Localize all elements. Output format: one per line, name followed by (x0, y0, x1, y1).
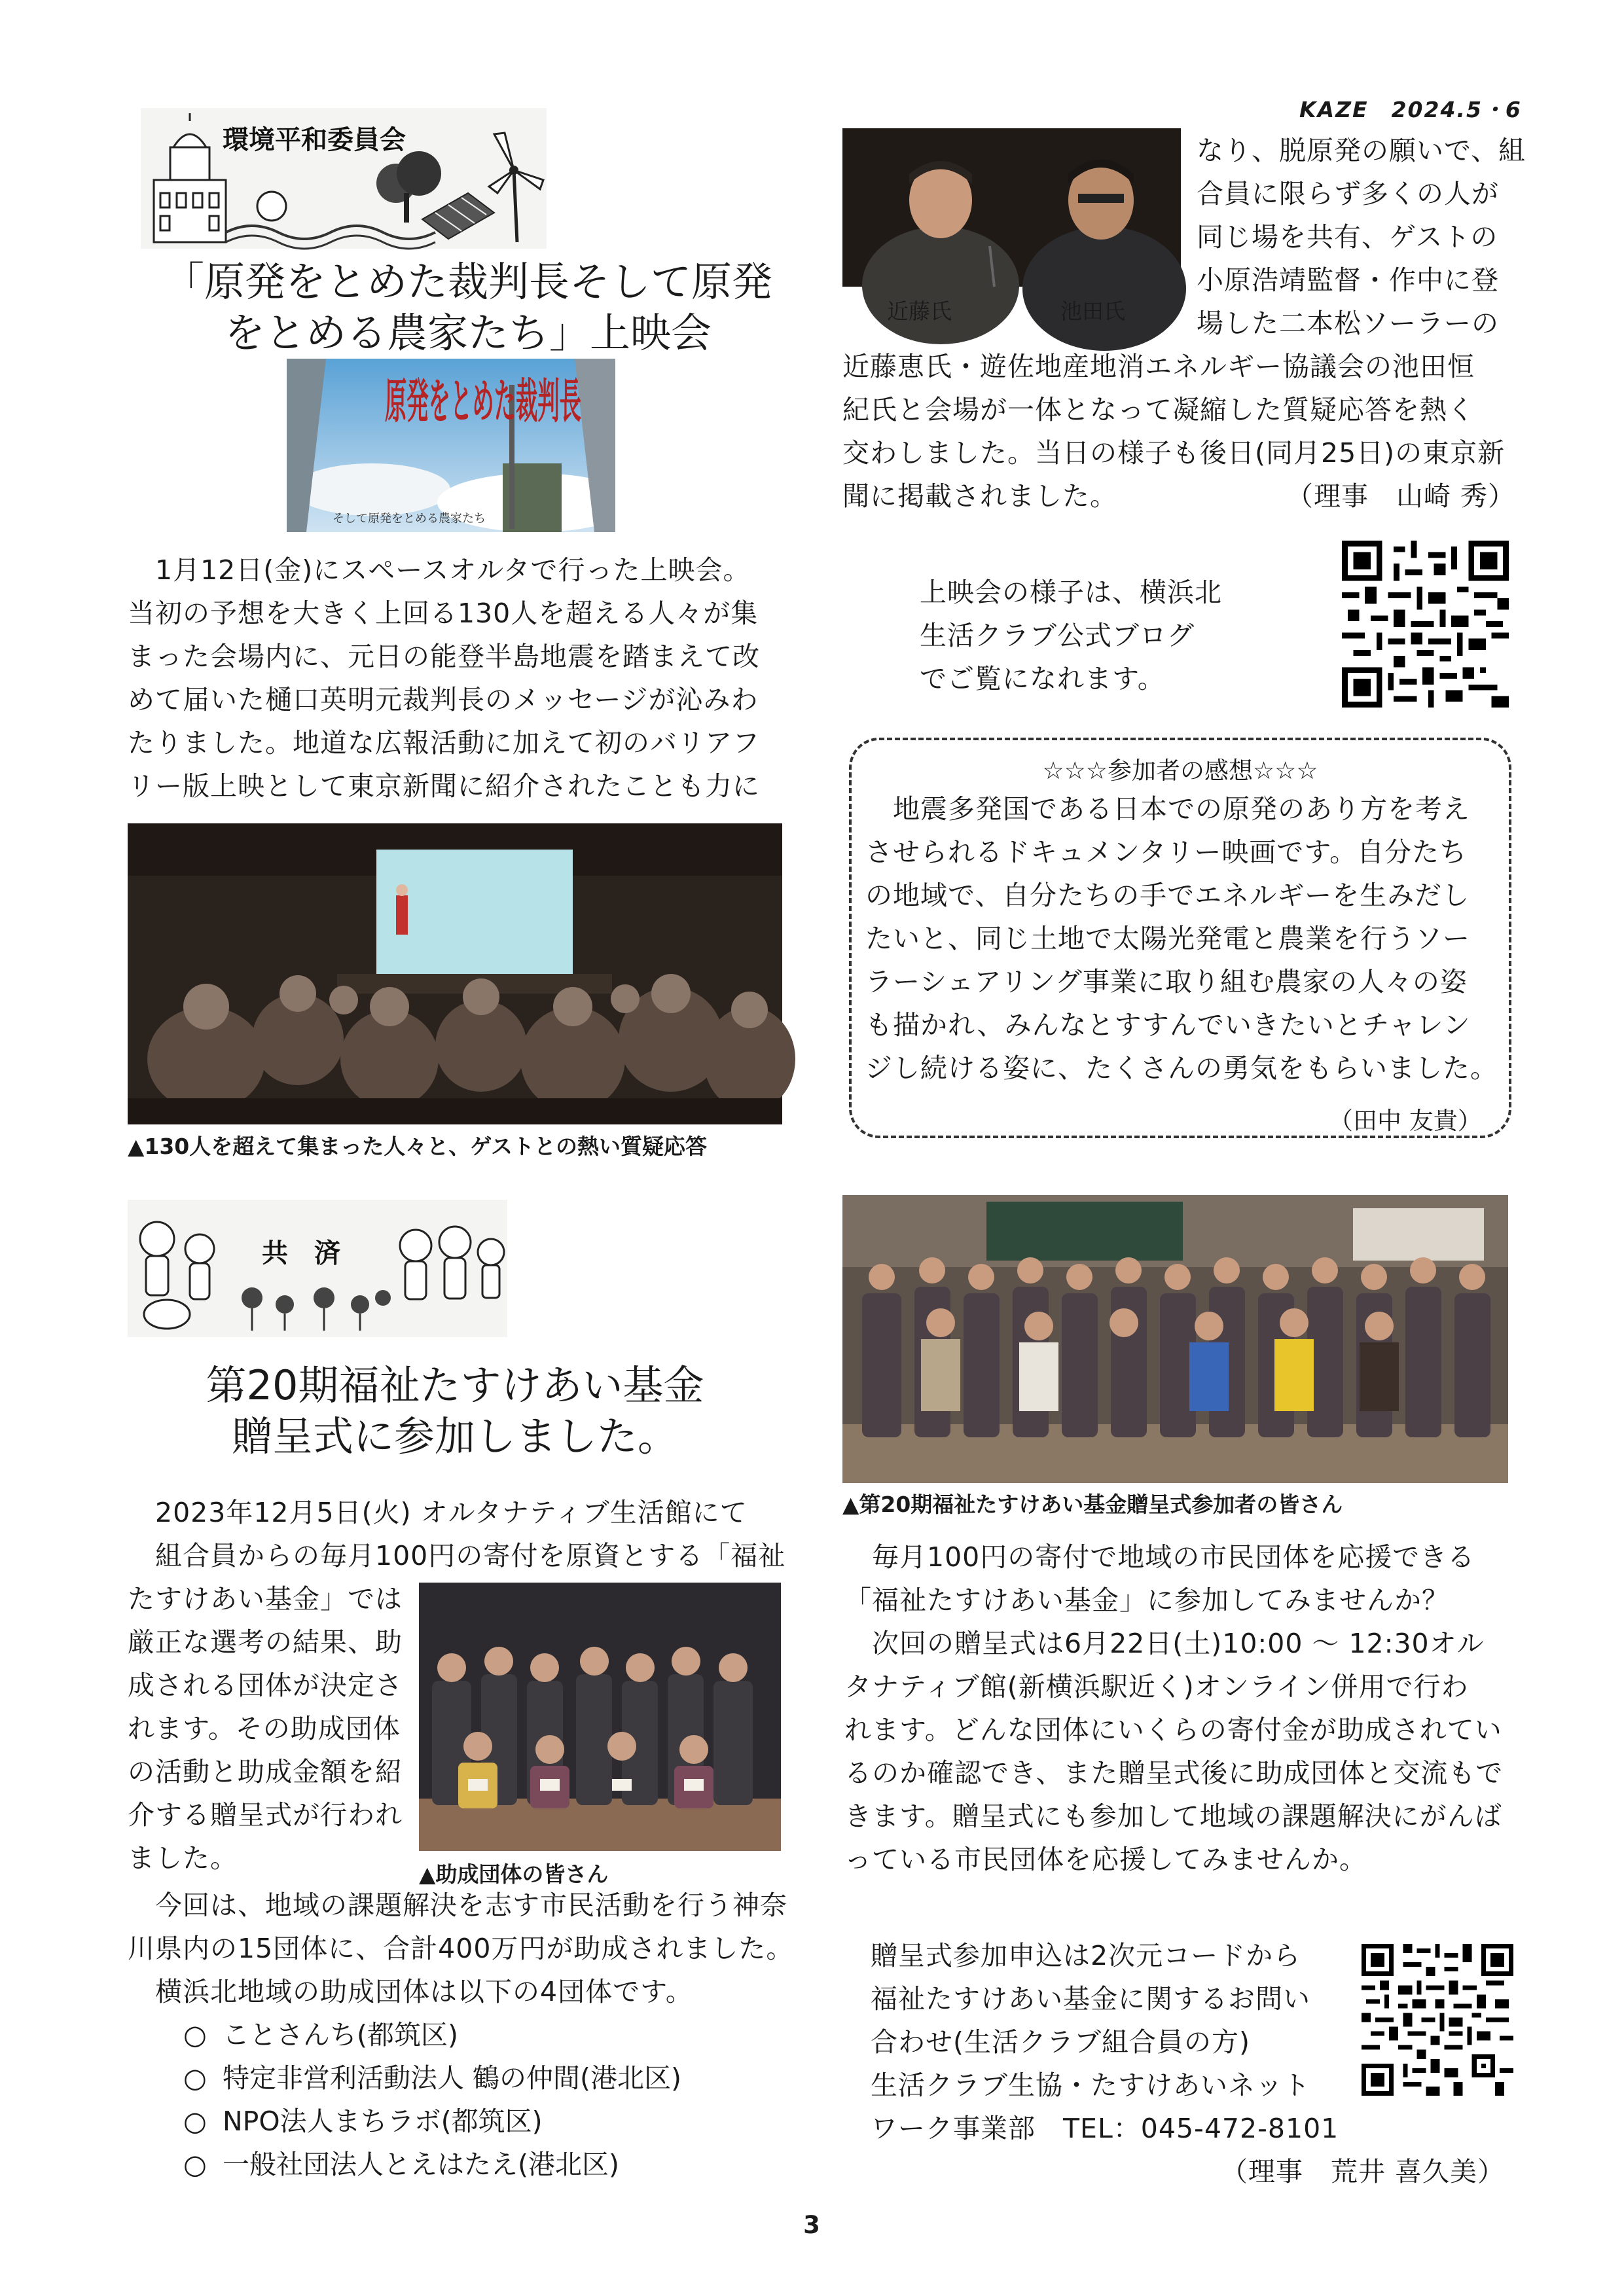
grant-groups-photo (419, 1583, 781, 1851)
grant-recipient-item: ○ ことさんち(都筑区) (183, 2019, 458, 2051)
screening-photo-caption: ▲130人を超えて集まった人々と、ゲストとの熱い質疑応答 (128, 1134, 707, 1159)
grant-recipient-item: ○ 特定非営利活動法人 鶴の仲間(港北区) (183, 2062, 682, 2094)
screening-paragraph: 1月12日(金)にスペースオルタで行った上映会。 当初の予想を大きく上回る130人を超える人々が集 まった会場内に、元日の能登半島地震を踏まえて改 めて届いた樋口英明元裁判長のメッセージが沁みわ たりました。地道な広報活動に加えて初のバリアフ リー版上映として東京新聞に紹介されたことも力に (128, 554, 760, 802)
ceremony-group-photo (842, 1195, 1508, 1483)
poster-title-main: 原発をとめた裁判長 (385, 373, 581, 429)
screening-title: 「原発をとめた裁判長そして原発 をとめる農家たち」上映会 (163, 258, 772, 357)
blog-qr-code[interactable] (1342, 541, 1509, 708)
poster-title-sub: そして原発をとめる農家たち (333, 512, 486, 526)
guest-label-kondo: 近藤氏 (887, 298, 952, 324)
mutual-aid-label: 共 済 (262, 1238, 340, 1268)
environment-committee-banner (141, 108, 547, 249)
environment-committee-label: 環境平和委員会 (223, 125, 406, 155)
impressions-text: 地震多発国である日本での原発のあり方を考え させられるドキュメンタリー映画です。自分たち の地域で、自分たちの手でエネルギーを生みだし たいと、同じ土地で太陽光発電と農業を行うソー ラーシェアリング事業に取り組む農家の人々の姿 も描かれ、みんなとすすんでいきたいとチャレン ジし続ける姿に、たくさんの勇気をもらいました。 (865, 793, 1498, 1084)
grant-recipient-item: ○ 一般社団法人とえはたえ(港北区) (183, 2149, 619, 2180)
contact-info: 贈呈式参加申込は2次元コードから 福祉たすけあい基金に関するお問い 合わせ(生活クラブ組合員の方) 生活クラブ生協・たすけあいネット ワーク事業部 TEL：045-472-8101 (871, 1940, 1339, 2144)
mutual-aid-banner (128, 1200, 507, 1337)
grant-intro: 2023年12月5日(火) オルタナティブ生活館にて 組合員からの毎月100円の寄付を原資とする「福祉 (128, 1497, 786, 1571)
ceremony-paragraph: 毎月100円の寄付で地域の市民団体を応援できる 「福祉たすけあい基金」に参加してみませんか？ 次回の贈呈式は6月22日(土)10:00 ～ 12:30オル タナティブ館(新横浜駅近く)オンライン併用で行わ れます。どんな団体にいくらの寄付金が助成されてい るのか確認でき、また贈呈式後に助成団体と交流もで きます。贈呈式にも参加して地域の課題解決にがんば っている市民団体を応援してみませんか。 (844, 1541, 1504, 1875)
screening-signature: （理事 山崎 秀） (1286, 480, 1516, 512)
impressions-title: ☆☆☆参加者の感想☆☆☆ (1042, 757, 1318, 785)
impressions-signature: （田中 友貴） (1329, 1107, 1482, 1135)
screening-continued-narrow: なり、脱原発の願いで、組 合員に限らず多くの人が 同じ場を共有、ゲストの 小原浩靖監督・作中に登 場した二本松ソーラーの (1197, 135, 1526, 339)
grant-after-text: 今回は、地域の課題解決を志す市民活動を行う神奈 川県内の15団体に、合計400万円が助成されました。 横浜北地域の助成団体は以下の4団体です。 (128, 1890, 794, 2007)
grant-recipient-item: ○ NPO法人まちラボ(都筑区) (183, 2106, 543, 2137)
ceremony-qr-code[interactable] (1362, 1944, 1513, 2096)
blog-note: 上映会の様子は、横浜北 生活クラブ公式ブログ でご覧になれます。 (920, 577, 1222, 694)
screening-hall-photo (128, 823, 782, 1124)
guest-label-ikeda: 池田氏 (1060, 298, 1125, 324)
page-number: 3 (803, 2211, 820, 2239)
ceremony-photo-caption: ▲第20期福祉たすけあい基金贈呈式参加者の皆さん (842, 1492, 1343, 1517)
grant-recipient-list (183, 2013, 681, 2186)
grant-groups-caption: ▲助成団体の皆さん (419, 1861, 609, 1887)
ceremony-signature: （理事 荒井 喜久美） (1221, 2156, 1506, 2187)
movie-poster (287, 359, 615, 532)
screening-continued-wide: 近藤恵氏・遊佐地産地消エネルギー協議会の池田恒 紀氏と会場が一体となって凝縮した質疑応答を熱く 交わしました。当日の様子も後日(同月25日)の東京新 聞に掲載されました。 (842, 351, 1506, 512)
guests-photo (842, 128, 1181, 287)
grant-narrow-text: たすけあい基金」では 厳正な選考の結果、助 成される団体が決定さ れます。その助成団体 の活動と助成金額を紹 介する贈呈式が行われ ました。 (128, 1583, 403, 1874)
grant-ceremony-title: 第20期福祉たすけあい基金 贈呈式に参加しました。 (206, 1361, 704, 1460)
issue-header: KAZE 2024.5・6 (1299, 97, 1522, 122)
